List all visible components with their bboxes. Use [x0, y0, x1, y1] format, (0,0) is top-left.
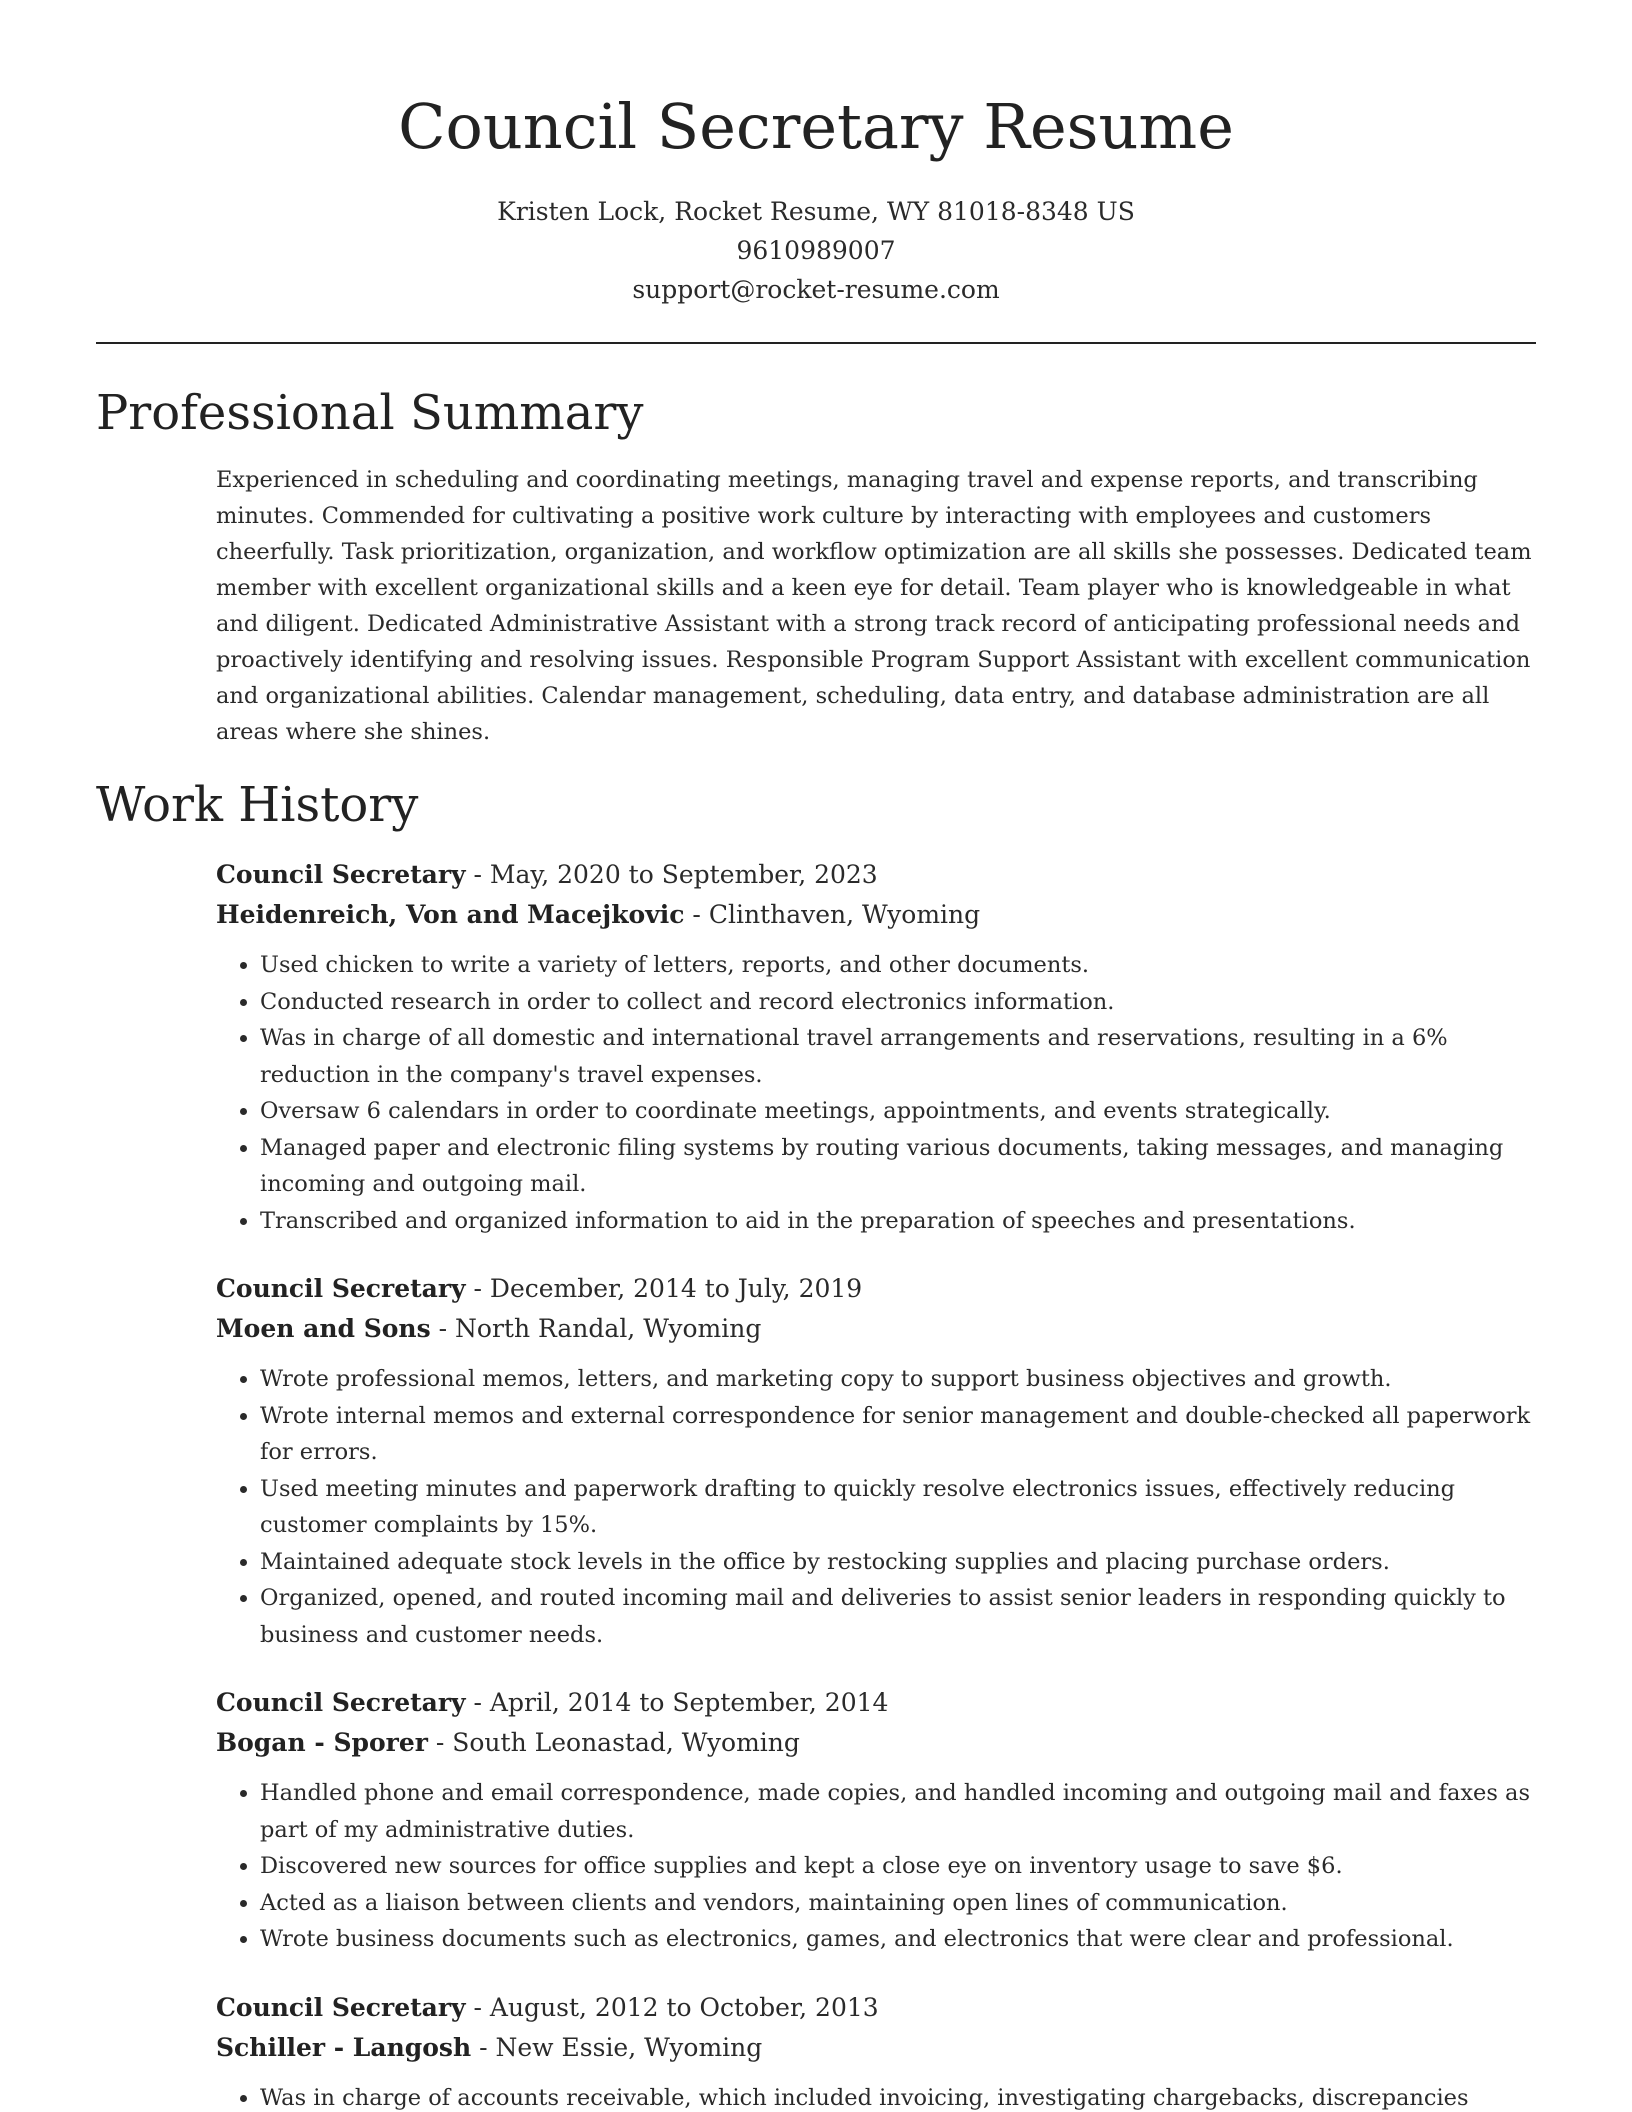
job-company-line: Moen and Sons - North Randal, Wyoming [216, 1314, 762, 1343]
job-title-line: Council Secretary - August, 2012 to October, 2013 [216, 1992, 879, 2022]
job-company: Bogan - Sporer [216, 1728, 428, 1757]
job-bullet: • Discovered new sources for office supplies and kept a close eye on inventory usage to save $6. [260, 1848, 1536, 1885]
summary-heading: Professional Summary [96, 385, 644, 441]
job-bullet: • Wrote professional memos, letters, and marketing copy to support business objectives and growth. [260, 1361, 1536, 1398]
job-title: Council Secretary [216, 1992, 466, 2022]
contact-address: Kristen Lock, Rocket Resume, WY 81018-8348 US [497, 197, 1135, 226]
job-title: Council Secretary [216, 1688, 466, 1717]
job-bullets [216, 947, 1536, 1239]
job-dates: December, 2014 to July, 2019 [489, 1274, 863, 1303]
job-bullet: • Used chicken to write a variety of letters, reports, and other documents. [260, 947, 1536, 984]
job-bullet: • Handled phone and email correspondence, made copies, and handled incoming and outgoing mail and faxes as part of my administrative duties. [260, 1775, 1536, 1848]
job-bullet: • Wrote internal memos and external correspondence for senior management and double-checked all paperwork for errors. [260, 1398, 1536, 1471]
job-entry [216, 855, 1536, 1239]
job-bullets [216, 1361, 1536, 1653]
job-bullet: • Maintained adequate stock levels in the office by restocking supplies and placing purchase orders. [260, 1544, 1536, 1581]
job-title-line: Council Secretary - May, 2020 to September, 2023 [216, 860, 878, 889]
job-entry [216, 1269, 1536, 1653]
job-company-line: Bogan - Sporer - South Leonastad, Wyoming [216, 1728, 800, 1757]
job-title-line: Council Secretary - April, 2014 to September, 2014 [216, 1688, 889, 1717]
job-location: Clinthaven, Wyoming [708, 900, 981, 929]
job-location: South Leonastad, Wyoming [452, 1728, 800, 1757]
job-bullet: • Transcribed and organized information to aid in the preparation of speeches and presentations. [260, 1203, 1536, 1240]
contact-email: support@rocket-resume.com [632, 275, 1000, 304]
summary-text: Experienced in scheduling and coordinating meetings, managing travel and expense reports, and transcribing minutes. Commended for cultivating a positive work culture by interacting with employees and customers cheerfully. Task prioritization, organization, and workflow optimization are all skills she possesses. Dedicated team member with excellent organizational skills and a keen eye for detail. Team player who is knowledgeable in what and diligent. Dedicated Administrative Assistant with a strong track record of anticipating professional needs and proactively identifying and resolving issues. Responsible Program Support Assistant with excellent communication and organizational abilities. Calendar management, scheduling, data entry, and database administration are all areas where she shines. [216, 467, 1532, 745]
job-bullets [216, 1775, 1536, 1958]
resume-title: Council Secretary Resume [398, 90, 1234, 163]
job-dates: May, 2020 to September, 2023 [489, 860, 878, 889]
job-company: Schiller - Langosh [216, 2032, 472, 2062]
header-divider [96, 342, 1536, 344]
job-bullets [216, 2080, 1536, 2112]
job-bullet: • Used meeting minutes and paperwork drafting to quickly resolve electronics issues, effectively reducing customer complaints by 15%. [260, 1471, 1536, 1544]
job-title-line: Council Secretary - December, 2014 to July, 2019 [216, 1274, 863, 1303]
job-company: Heidenreich, Von and Macejkovic [216, 900, 685, 929]
job-bullet: • Managed paper and electronic filing systems by routing various documents, taking messages, and managing incoming and outgoing mail. [260, 1130, 1536, 1203]
work-history-list [216, 855, 1536, 2112]
job-company-line: Heidenreich, Von and Macejkovic - Clinthaven, Wyoming [216, 900, 981, 929]
job-bullet: • Oversaw 6 calendars in order to coordinate meetings, appointments, and events strategically. [260, 1093, 1536, 1130]
job-bullet: • Wrote business documents such as electronics, games, and electronics that were clear and professional. [260, 1921, 1536, 1958]
job-entry [216, 1683, 1536, 1958]
job-company-line: Schiller - Langosh - New Essie, Wyoming [216, 2032, 763, 2062]
job-location: New Essie, Wyoming [495, 2032, 763, 2062]
job-entry [216, 1988, 1536, 2112]
job-bullet: • Was in charge of all domestic and international travel arrangements and reservations, resulting in a 6% reduction in the company's travel expenses. [260, 1020, 1536, 1093]
job-bullet: • Was in charge of accounts receivable, which included invoicing, investigating chargebacks, discrepancies [260, 2080, 1536, 2112]
job-dates: August, 2012 to October, 2013 [489, 1992, 879, 2022]
job-dates: April, 2014 to September, 2014 [489, 1688, 889, 1717]
job-company: Moen and Sons [216, 1314, 431, 1343]
job-title: Council Secretary [216, 860, 466, 889]
contact-phone: 9610989007 [736, 236, 896, 265]
contact-block [0, 192, 1632, 309]
job-bullet: • Conducted research in order to collect and record electronics information. [260, 984, 1536, 1021]
job-title: Council Secretary [216, 1274, 466, 1303]
job-bullet: • Organized, opened, and routed incoming mail and deliveries to assist senior leaders in responding quickly to business and customer needs. [260, 1580, 1536, 1653]
job-location: North Randal, Wyoming [455, 1314, 762, 1343]
work-history-heading: Work History [96, 777, 419, 833]
job-bullet: • Acted as a liaison between clients and vendors, maintaining open lines of communication. [260, 1885, 1536, 1922]
